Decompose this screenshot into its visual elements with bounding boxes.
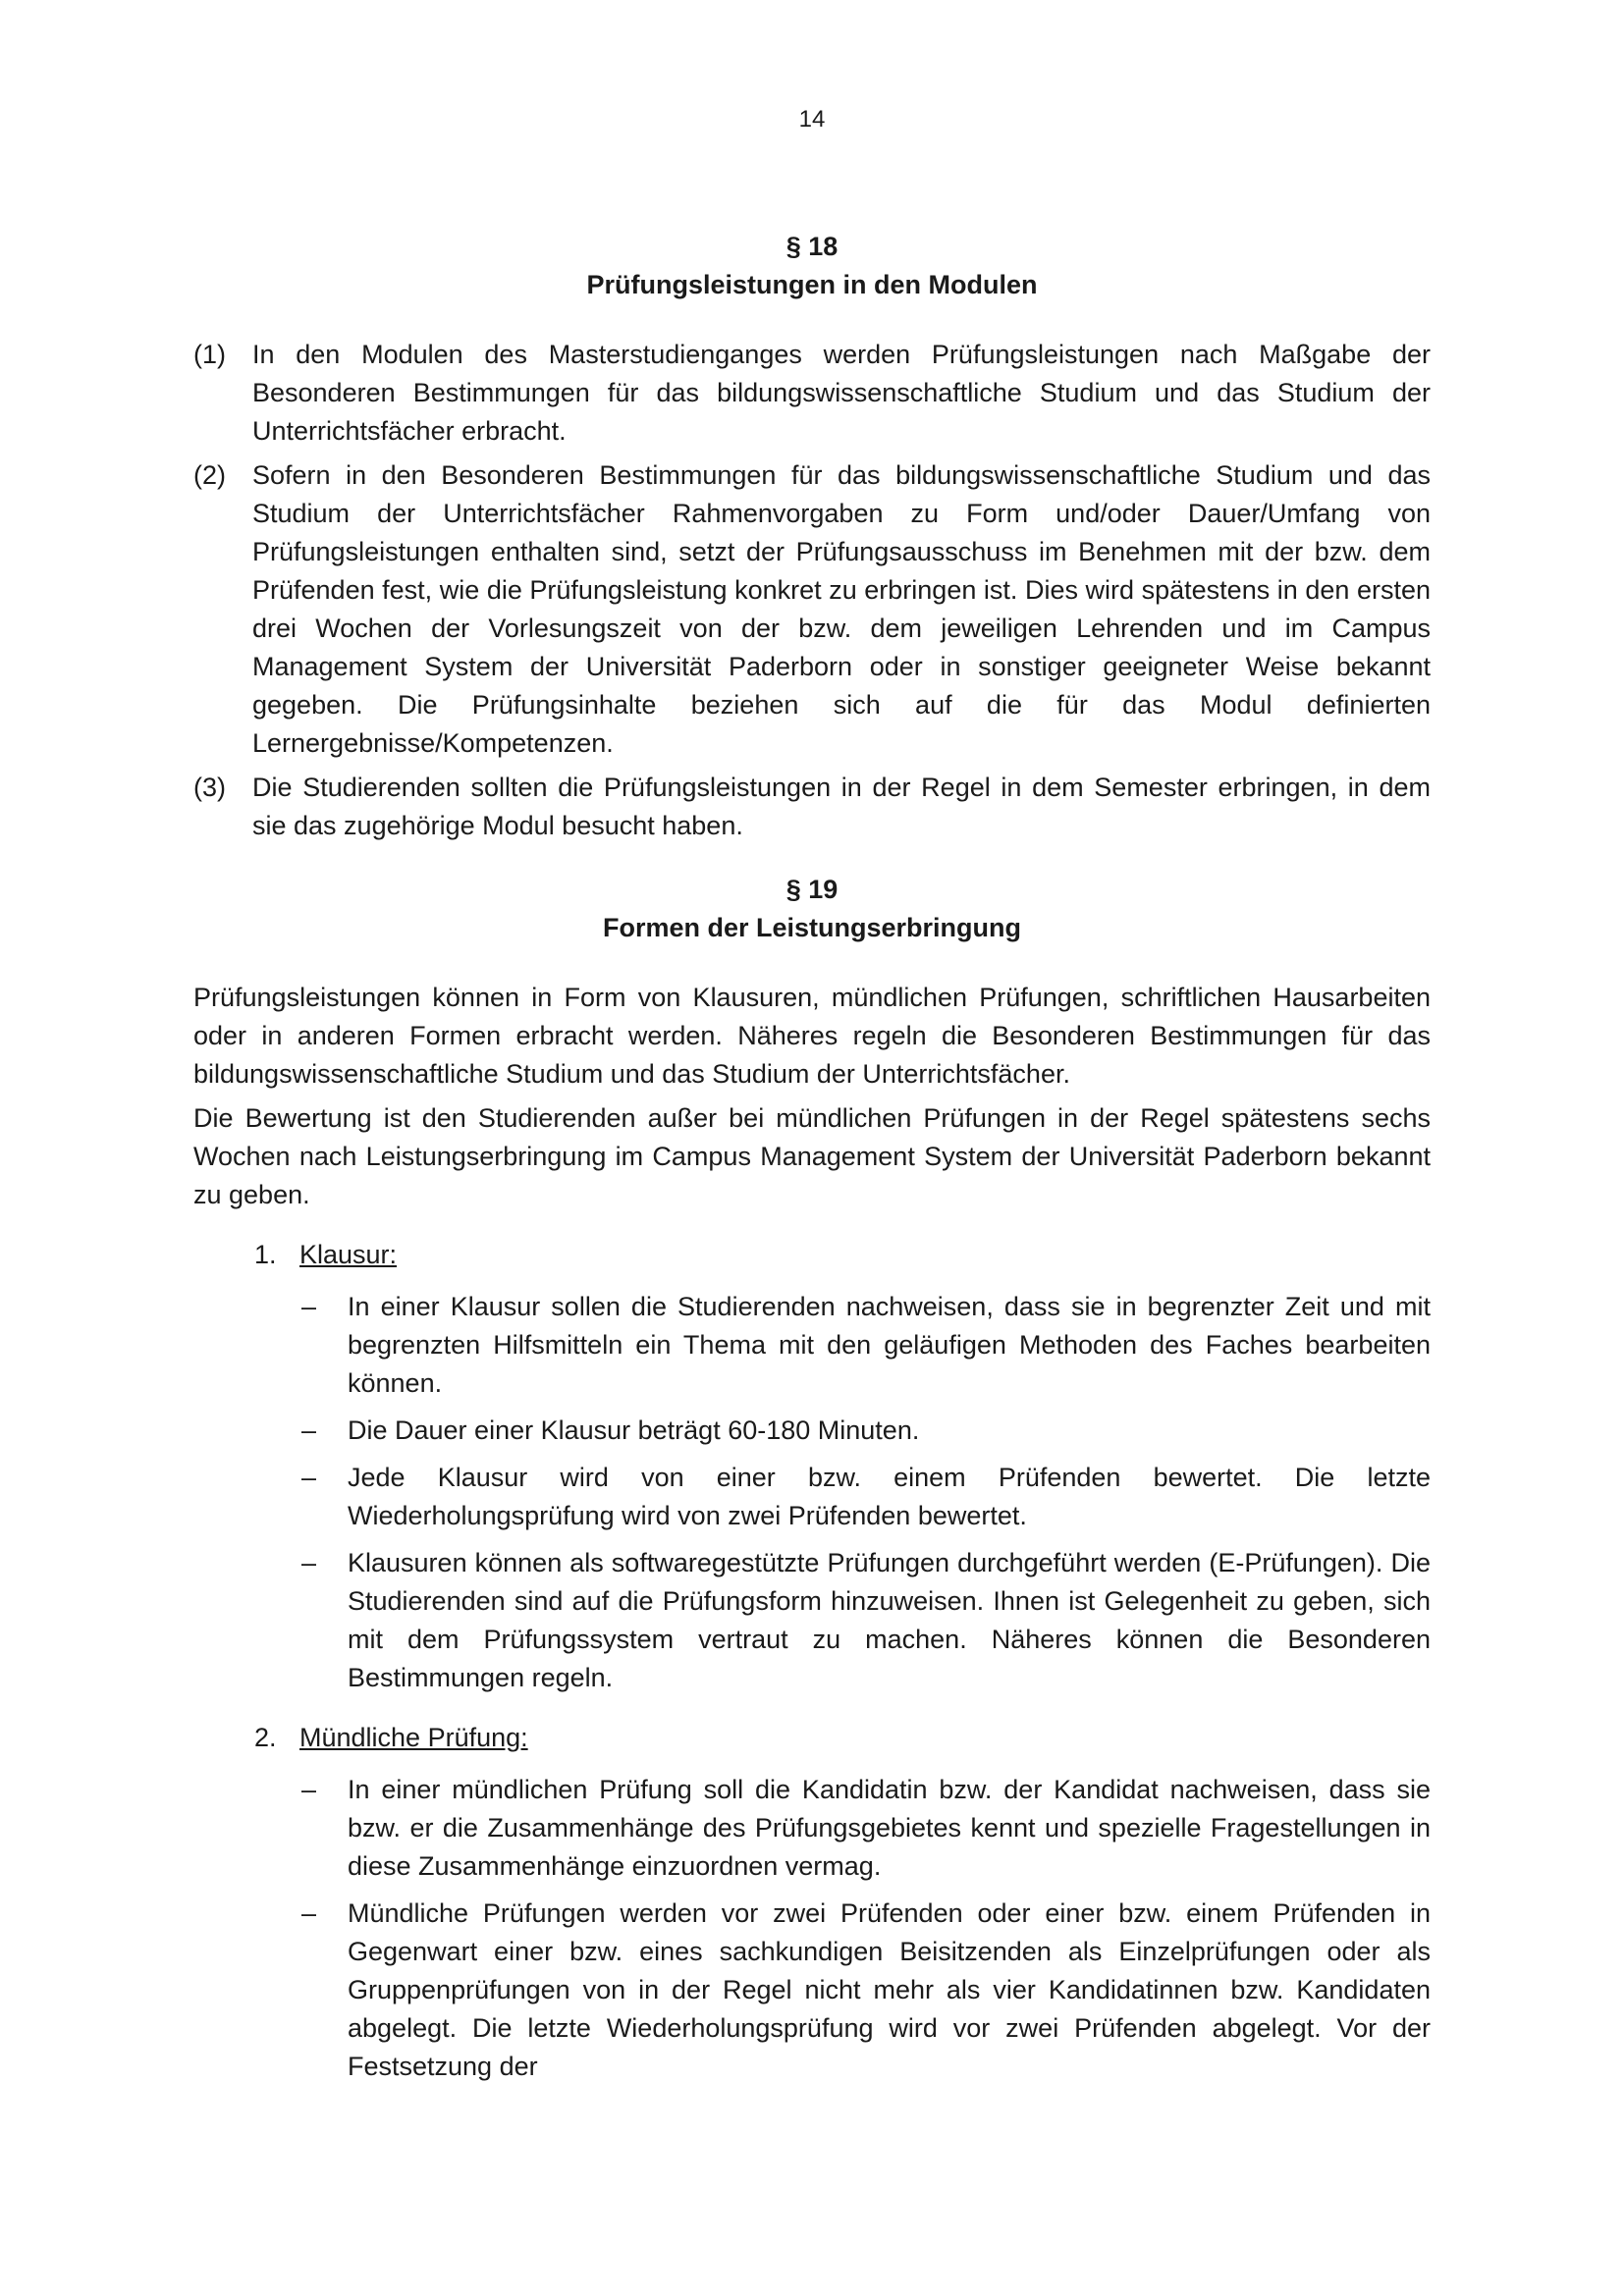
dash-bullet: – [301,1292,317,1321]
dash-bullet: – [301,1548,317,1577]
numbered-item-klausur [254,1236,1431,1274]
list-item-text: In einer mündlichen Prüfung soll die Kandidatin bzw. der Kandidat nachweisen, dass sie bzw. er die Zusammenhänge des Prüfungsgebietes kennt und spezielle Fragestellungen in diese Zusammenhänge einzuordnen vermag. [348,1775,1431,1881]
paragraph-number: (1) [193,340,226,369]
item-title: Klausur: [299,1240,398,1269]
section-19-heading [193,871,1431,947]
dash-bullet: – [301,1898,317,1928]
paragraph-item [193,336,1431,451]
section-title: Prüfungsleistungen in den Modulen [586,270,1038,299]
paragraph-text: Sofern in den Besonderen Bestimmungen für das bildungswissenschaftliche Studium und das Studium der Unterrichtsfächer Rahmenvorgaben zu Form und/oder Dauer/Umfang von Prüfungsleistungen enthalten sind, setzt der Prüfungsausschuss im Benehmen mit der bzw. dem Prüfenden fest, wie die Prüfungsleistung konkret zu erbringen ist. Dies wird spätestens in den ersten drei Wochen der Vorlesungszeit von der bzw. dem jeweiligen Lehrenden und im Campus Management System der Universität Paderborn oder in sonstiger geeigneter Weise bekannt gegeben. Die Prüfungsinhalte beziehen sich auf die für das Modul definierten Lernergebnisse/Kompetenzen. [252,460,1431,758]
dash-bullet: – [301,1415,317,1445]
page-content [193,228,1431,2095]
list-item [301,1544,1431,1697]
list-item [301,1412,1431,1450]
item-number: 1. [254,1240,277,1269]
list-item [301,1459,1431,1535]
list-item [301,1771,1431,1886]
paragraph-item [193,456,1431,763]
dash-bullet: – [301,1463,317,1492]
paragraph-text: In den Modulen des Masterstudienganges werden Prüfungsleistungen nach Maßgabe der Besonderen Bestimmungen für das bildungswissenschaftliche Studium und das Studium der Unterrichtsfächer erbracht. [252,340,1431,446]
section-number: § 18 [785,232,839,261]
paragraph-item [193,769,1431,845]
paragraph-number: (2) [193,460,226,490]
page-number: 14 [798,106,826,133]
list-item-text: Klausuren können als softwaregestützte Prüfungen durchgeführt werden (E-Prüfungen). Die Studierenden sind auf die Prüfungsform hinzuweisen. Ihnen ist Gelegenheit zu geben, sich mit dem Prüfungssystem vertraut zu machen. Näheres können die Besonderen Bestimmungen regeln. [348,1548,1431,1692]
section-title: Formen der Leistungserbringung [602,913,1022,942]
list-item [301,1895,1431,2086]
item-title: Mündliche Prüfung: [299,1723,528,1752]
list-item-text: Die Dauer einer Klausur beträgt 60-180 Minuten. [348,1415,920,1445]
dash-bullet: – [301,1775,317,1804]
paragraph-text: Die Studierenden sollten die Prüfungsleistungen in der Regel in dem Semester erbringen, in dem sie das zugehörige Modul besucht haben. [252,773,1431,840]
list-item-text: In einer Klausur sollen die Studierenden nachweisen, dass sie in begrenzter Zeit und mit begrenzten Hilfsmitteln ein Thema mit den geläufigen Methoden des Faches bearbeiten können. [348,1292,1431,1398]
list-item-text: Jede Klausur wird von einer bzw. einem Prüfenden bewertet. Die letzte Wiederholungsprüfung wird von zwei Prüfenden bewertet. [348,1463,1431,1530]
section-18-heading [193,228,1431,304]
intro-paragraph: Prüfungsleistungen können in Form von Klausuren, mündlichen Prüfungen, schriftlichen Hausarbeiten oder in anderen Formen erbracht werden. Näheres regeln die Besonderen Bestimmungen für das bildungswissenschaftliche Studium und das Studium der Unterrichtsfächer. [193,983,1431,1089]
item-number: 2. [254,1723,277,1752]
section-number: § 19 [785,875,839,904]
list-item [301,1288,1431,1403]
paragraph-number: (3) [193,773,226,802]
list-item-text: Mündliche Prüfungen werden vor zwei Prüfenden oder einer bzw. einem Prüfenden in Gegenwart einer bzw. eines sachkundigen Beisitzenden als Einzelprüfungen oder als Gruppenprüfungen von in der Regel nicht mehr als vier Kandidatinnen bzw. Kandidaten abgelegt. Die letzte Wiederholungsprüfung wird vor zwei Prüfenden abgelegt. Vor der Festsetzung der [348,1898,1431,2081]
numbered-item-muendliche-pruefung [254,1719,1431,1757]
dash-list [301,1288,1431,1697]
dash-list [301,1771,1431,2086]
intro-paragraph: Die Bewertung ist den Studierenden außer bei mündlichen Prüfungen in der Regel spätestens sechs Wochen nach Leistungserbringung im Campus Management System der Universität Paderborn bekannt zu geben. [193,1103,1431,1209]
